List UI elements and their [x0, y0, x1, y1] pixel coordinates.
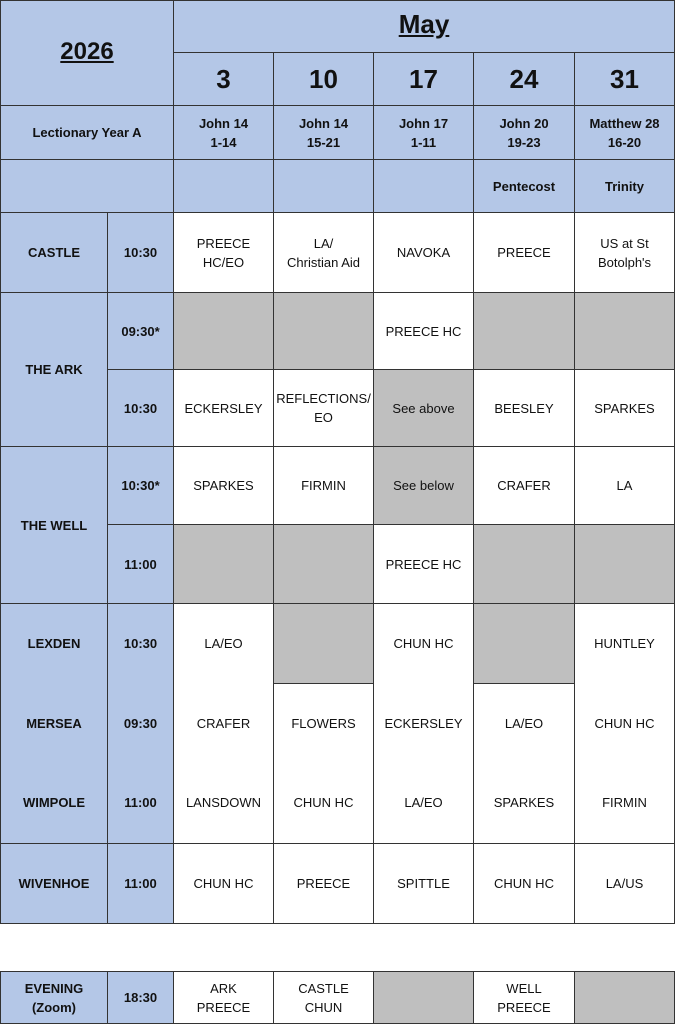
rota-cell: HUNTLEY [575, 604, 675, 684]
feast-note: Pentecost [474, 160, 575, 213]
rota-cell: LA [575, 447, 675, 525]
cell-line: PREECE [196, 999, 251, 1015]
feast-note [374, 160, 474, 213]
rota-cell [174, 213, 274, 293]
cell-line: LA/ [313, 235, 334, 251]
church-name: WIMPOLE [1, 763, 108, 844]
wimpole-row [1, 763, 675, 844]
rota-cell-empty [474, 293, 575, 370]
feast-note [274, 160, 374, 213]
ark-row-1 [1, 293, 675, 370]
church-name: THE ARK [1, 293, 108, 447]
rota-cell [474, 213, 575, 293]
reading-cell [374, 106, 474, 160]
rota-cell: FIRMIN [274, 447, 374, 525]
mersea-row [1, 684, 675, 763]
evening-label: EVENING [24, 980, 84, 996]
rota-cell: CRAFER [174, 684, 274, 763]
reading-verses: 19-23 [507, 134, 541, 150]
cell-line: ARK [210, 980, 237, 996]
service-time: 18:30 [108, 972, 174, 1024]
church-name: LEXDEN [1, 604, 108, 684]
cell-line: PREECE [497, 999, 551, 1015]
wivenhoe-row [1, 844, 675, 924]
rota-cell-empty [575, 293, 675, 370]
rota-cell-empty [474, 604, 575, 684]
service-time: 10:30* [108, 447, 174, 525]
rota-cell: SPARKES [575, 370, 675, 447]
rota-cell: PREECE HC [374, 293, 474, 370]
month-label: May [398, 9, 450, 39]
evening-row [1, 972, 675, 1024]
reading-verses: 16-20 [607, 134, 642, 150]
rota-cell: CHUN HC [575, 684, 675, 763]
cell-line: NAVOKA [396, 245, 451, 260]
reading-book: John 17 [398, 115, 449, 131]
service-time: 09:30* [108, 293, 174, 370]
rota-cell-empty [174, 525, 274, 604]
cell-line: Botolph's [597, 254, 652, 270]
rota-cell [374, 213, 474, 293]
church-name: WIVENHOE [1, 844, 108, 924]
cell-line: REFLECTIONS/ [276, 391, 371, 406]
rota-cell [274, 370, 374, 447]
rota-cell: FLOWERS [274, 684, 374, 763]
rota-cell: CHUN HC [174, 844, 274, 924]
rota-cell-empty [274, 293, 374, 370]
reading-book: John 20 [499, 115, 549, 131]
service-time: 09:30 [108, 684, 174, 763]
rota-cell: PREECE [274, 844, 374, 924]
lectionary-label: Lectionary Year A [1, 106, 174, 160]
rota-cell: LA/EO [374, 763, 474, 844]
reading-cell [174, 106, 274, 160]
date-header: 17 [374, 53, 474, 106]
church-name [1, 972, 108, 1024]
service-time: 11:00 [108, 763, 174, 844]
date-header: 31 [575, 53, 675, 106]
church-name: CASTLE [1, 213, 108, 293]
cell-line: Christian Aid [287, 254, 360, 270]
church-name: MERSEA [1, 684, 108, 763]
cell-line: CHUN [304, 999, 343, 1015]
rota-cell: LA/EO [174, 604, 274, 684]
rota-cell: LA/EO [474, 684, 575, 763]
rota-cell: CHUN HC [274, 763, 374, 844]
rota-cell [575, 213, 675, 293]
rota-cell: CHUN HC [374, 604, 474, 684]
lexden-row [1, 604, 675, 684]
reading-book: John 14 [298, 115, 349, 131]
rota-cell: BEESLEY [474, 370, 575, 447]
rota-cell [274, 213, 374, 293]
rota-cell: See below [374, 447, 474, 525]
service-time: 10:30 [108, 213, 174, 293]
month-cell [174, 1, 675, 53]
service-time: 11:00 [108, 525, 174, 604]
rota-cell: SPITTLE [374, 844, 474, 924]
year-cell [1, 1, 174, 106]
service-time: 10:30 [108, 604, 174, 684]
rota-cell [274, 972, 374, 1024]
castle-row [1, 213, 675, 293]
cell-line: WELL [506, 980, 542, 996]
rota-cell: SPARKES [474, 763, 575, 844]
rota-cell-empty [575, 525, 675, 604]
rota-cell: CHUN HC [474, 844, 575, 924]
reading-cell [474, 106, 575, 160]
rota-cell: FIRMIN [575, 763, 675, 844]
feast-note: Trinity [575, 160, 675, 213]
rota-cell [474, 972, 575, 1024]
date-header: 24 [474, 53, 575, 106]
reading-cell [575, 106, 675, 160]
reading-verses: 1-14 [210, 134, 237, 150]
rota-cell [174, 972, 274, 1024]
evening-table [0, 971, 675, 1024]
service-time: 10:30 [108, 370, 174, 447]
cell-line: PREECE [497, 245, 551, 260]
rota-cell-empty [274, 525, 374, 604]
rota-cell: ECKERSLEY [174, 370, 274, 447]
date-header: 3 [174, 53, 274, 106]
rota-cell-empty [174, 293, 274, 370]
rota-cell: ECKERSLEY [374, 684, 474, 763]
reading-verses: 15-21 [306, 134, 341, 150]
notes-label-cell [1, 160, 174, 213]
feast-note [174, 160, 274, 213]
rota-cell: LANSDOWN [174, 763, 274, 844]
rota-cell: PREECE HC [374, 525, 474, 604]
reading-book: Matthew 28 [589, 115, 660, 131]
evening-sublabel: (Zoom) [31, 999, 77, 1015]
cell-line: EO [314, 410, 333, 425]
rota-cell-empty [575, 972, 675, 1024]
well-row-1 [1, 447, 675, 525]
year-label: 2026 [60, 38, 114, 65]
reading-cell [274, 106, 374, 160]
rota-cell-empty [274, 604, 374, 684]
rota-cell: See above [374, 370, 474, 447]
church-name: THE WELL [1, 447, 108, 604]
service-time: 11:00 [108, 844, 174, 924]
date-header: 10 [274, 53, 374, 106]
rota-cell: LA/US [575, 844, 675, 924]
cell-line: US at St [600, 235, 649, 251]
rota-cell: SPARKES [174, 447, 274, 525]
cell-line: PREECE HC/EO [196, 235, 251, 270]
rota-cell-empty [374, 972, 474, 1024]
rota-cell-empty [474, 525, 575, 604]
reading-book: John 14 [198, 115, 249, 131]
cell-line: CASTLE [298, 980, 349, 996]
rota-cell: CRAFER [474, 447, 575, 525]
reading-verses: 1-11 [410, 134, 437, 150]
